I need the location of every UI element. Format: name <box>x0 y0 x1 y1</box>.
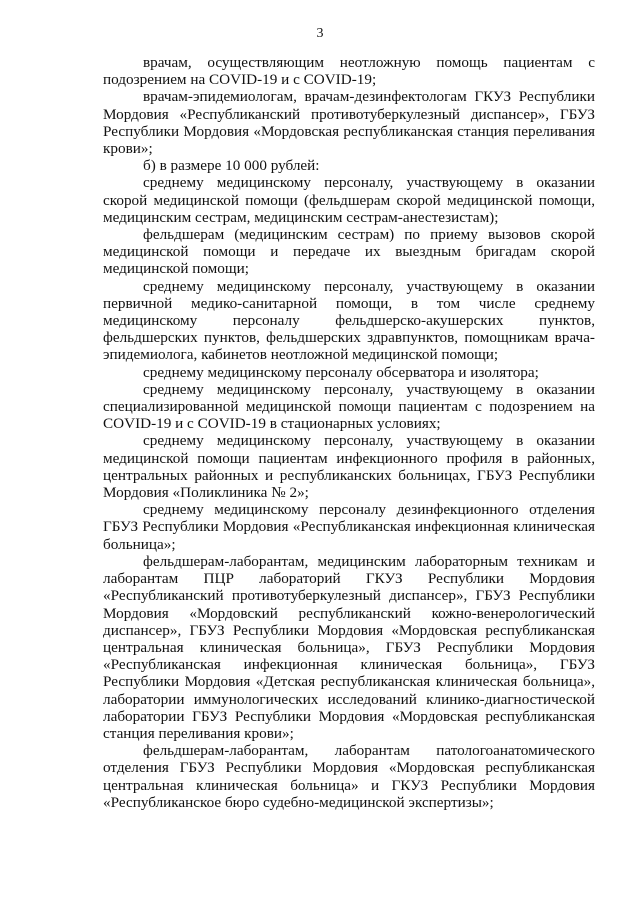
paragraph-amount-heading: б) в размере 10 000 рублей: <box>143 157 320 175</box>
paragraph-ambulance-staff: среднему медицинскому персоналу, участвующему в оказании скорой медицинской помощи (фельдшерам скорой медицинской помощи, медицинским сестрам, медицинским сестрам-анестезистам); <box>103 174 595 226</box>
paragraph-emergency-doctors: врачам, осуществляющим неотложную помощь пациентам с подозрением на COVID-19 и с COVID-19; <box>103 54 595 89</box>
paragraph-epidemiologists: врачам-эпидемиологам, врачам-дезинфектологам ГКУЗ Республики Мордовия «Республиканский противотуберкулезный диспансер», ГБУЗ Республики Мордовия «Мордовская республиканская станция переливания крови»; <box>103 88 595 158</box>
paragraph-primary-care-staff: среднему медицинскому персоналу, участвующему в оказании первичной медико-санитарной помощи, в том числе среднему медицинскому персоналу фельдшерско-акушерских пунктов, фельдшерских пунктов, фельдшерских здравпунктов, помощникам врача-эпидемиолога, кабинетов неотложной медицинской помощи; <box>103 277 595 364</box>
paragraph-infectious-profile-staff: среднему медицинскому персоналу, участвующему в оказании медицинской помощи пациентам инфекционного профиля в районных, центральных районных и республиканских больницах, ГБУЗ Республики Мордовия «Поликлиника № 2»; <box>103 432 595 502</box>
paragraph-specialized-care-staff: среднему медицинскому персоналу, участвующему в оказании специализированной медицинской помощи пациентам с подозрением на COVID-19 и с COVID-19 в стационарных условиях; <box>103 380 595 433</box>
paragraph-dispatch-staff: фельдшерам (медицинским сестрам) по приему вызовов скорой медицинской помощи и передаче их выездным бригадам скорой медицинской помощи; <box>103 226 595 278</box>
paragraph-observatory-staff: среднему медицинскому персоналу обсерватора и изолятора; <box>143 363 539 381</box>
page-number: 3 <box>316 26 324 41</box>
paragraph-pcr-lab-staff: фельдшерам-лаборантам, медицинским лабораторным техникам и лаборантам ПЦР лабораторий ГКУЗ Республики Мордовия «Республиканский противотуберкулезный диспансер», ГБУЗ Республики Мордовия «Мордовский республиканский кожно-венерологический диспансер», ГБУЗ Республики Мордовия «Мордовская республиканская центральная клиническая больница», ГБУЗ Республики Мордовия «Республиканская инфекционная клиническая больница», ГБУЗ Республики Мордовия «Детская республиканская клиническая больница», лаборатории иммунологических исследований клинико-диагностической лаборатории ГБУЗ Республики Мордовия «Мордовская республиканская станция переливания крови»; <box>103 552 595 742</box>
paragraph-pathology-lab-staff: фельдшерам-лаборантам, лаборантам патологоанатомического отделения ГБУЗ Республики Мордовия «Мордовская республиканская центральная клиническая больница» и ГКУЗ Республики Мордовия «Республиканское бюро судебно-медицинской экспертизы»; <box>103 742 595 811</box>
document-body <box>103 54 595 811</box>
paragraph-disinfection-staff: среднему медицинскому персоналу дезинфекционного отделения ГБУЗ Республики Мордовия «Республиканская инфекционная клиническая больница»; <box>103 501 595 553</box>
